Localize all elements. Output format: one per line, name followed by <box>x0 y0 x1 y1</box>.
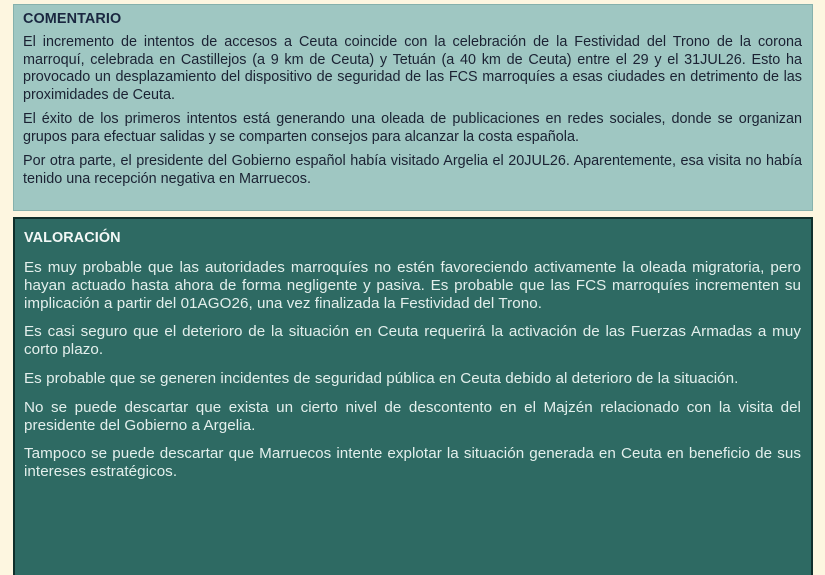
valoracion-paragraph-1: Es muy probable que las autoridades marroquíes no estén favoreciendo activamente la oleada migratoria, pero hayan actuado hasta ahora de forma negligente y pasiva. Es probable que las FCS marroquíes incrementen su implicación a partir del 01AGO26, una vez finalizada la Festividad del Trono. <box>24 259 801 312</box>
valoracion-paragraph-3: Es probable que se generen incidentes de seguridad pública en Ceuta debido al deterioro de la situación. <box>24 369 739 387</box>
comentario-paragraph-3: Por otra parte, el presidente del Gobierno español había visitado Argelia el 20JUL26. Aparentemente, esa visita no había tenido una recepción negativa en Marruecos. <box>23 153 802 187</box>
valoracion-section <box>13 217 813 575</box>
valoracion-paragraph-5: Tampoco se puede descartar que Marruecos intente explotar la situación generada en Ceuta en beneficio de sus intereses estratégicos. <box>24 445 801 481</box>
comentario-heading: COMENTARIO <box>23 11 122 27</box>
valoracion-heading: VALORACIÓN <box>24 230 121 246</box>
comentario-paragraph-1: El incremento de intentos de accesos a Ceuta coincide con la celebración de la Festividad del Trono de la corona marroquí, celebrada en Castillejos (a 9 km de Ceuta) y Tetuán (a 40 km de Ceuta) entre el 29 y el 31JUL26. Esto ha provocado un desplazamiento del dispositivo de seguridad de las FCS marroquíes a esas ciudades en detrimento de las proximidades de Ceuta. <box>23 34 802 103</box>
comentario-section <box>13 4 813 211</box>
comentario-paragraph-2: El éxito de los primeros intentos está generando una oleada de publicaciones en redes sociales, donde se organizan grupos para efectuar salidas y se comparten consejos para alcanzar la costa española. <box>23 111 802 145</box>
valoracion-paragraph-2: Es casi seguro que el deterioro de la situación en Ceuta requerirá la activación de las Fuerzas Armadas a muy corto plazo. <box>24 323 801 359</box>
valoracion-paragraph-4: No se puede descartar que exista un cierto nivel de descontento en el Majzén relacionado con la visita del presidente del Gobierno a Argelia. <box>24 398 801 434</box>
